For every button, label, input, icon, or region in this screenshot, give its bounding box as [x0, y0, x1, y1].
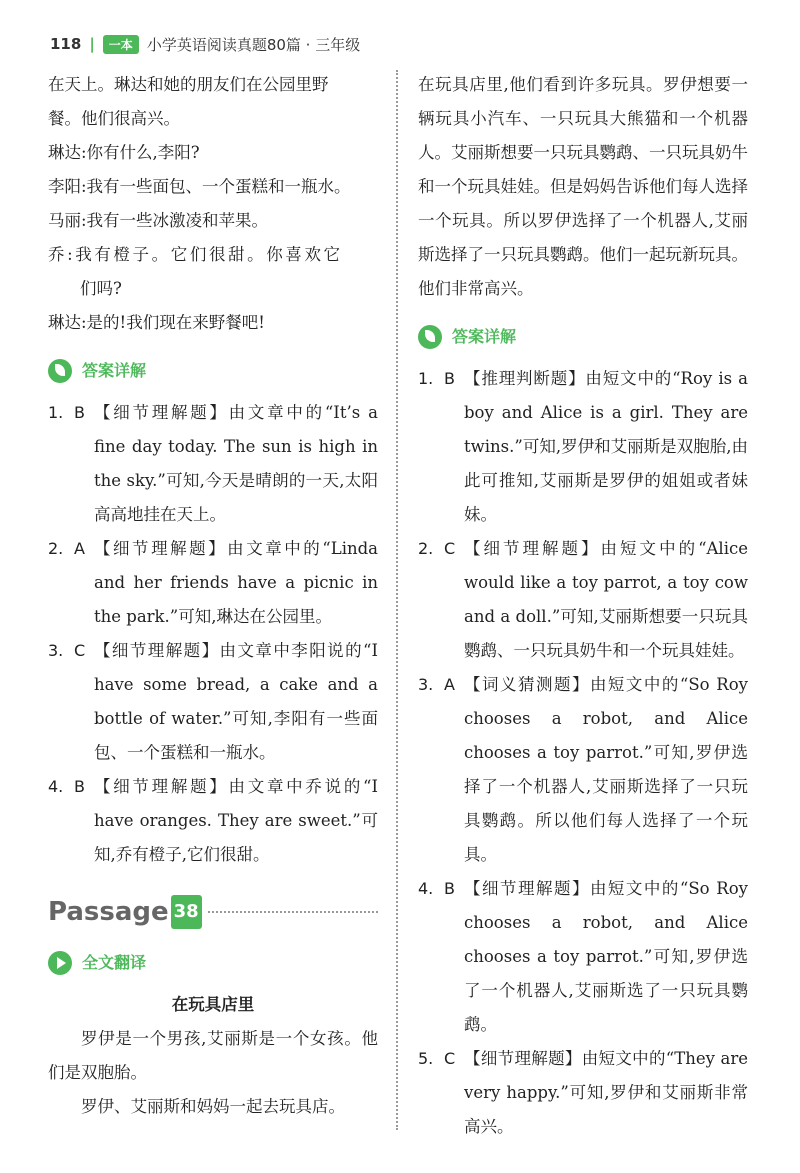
- passage-dotted-rule: [208, 911, 378, 913]
- answer-heading-label: 答案详解: [82, 361, 147, 380]
- answer-letter: C: [74, 641, 86, 660]
- answer-item: [418, 872, 748, 1042]
- left-column: [48, 68, 378, 1124]
- leaf-icon: [48, 359, 72, 383]
- answer-text: 【细节理解题】由文章中乔说的“I have oranges. They are sweet.”可知,乔有橙子,它们很甜。: [94, 777, 378, 864]
- answer-text: 【细节理解题】由文章中的“Linda and her friends have a picnic in the park.”可知,琳达在公园里。: [94, 539, 378, 626]
- right-column: [418, 68, 748, 1144]
- answer-letter: B: [444, 879, 455, 898]
- text-line: 在天上。琳达和她的朋友们在公园里野: [48, 75, 329, 94]
- passage-number: 38: [171, 895, 202, 929]
- answer-item: [418, 668, 748, 872]
- answer-heading: [418, 320, 748, 354]
- answer-text: 【细节理解题】由短文中的“Alice would like a toy parrot, a toy cow and a doll.”可知,艾丽斯想要一只玩具鹦鹉、一只玩具奶牛和一个玩具娃娃。: [464, 539, 748, 660]
- translation-heading-label: 全文翻译: [82, 953, 147, 972]
- answer-text: 【细节理解题】由短文中的“They are very happy.”可知,罗伊和艾丽斯非常高兴。: [464, 1049, 748, 1136]
- answer-letter: B: [444, 369, 455, 388]
- dialogue-line: 李阳:我有一些面包、一个蛋糕和一瓶水。: [48, 177, 351, 196]
- answer-number: 1.: [418, 369, 434, 388]
- answer-item: [48, 396, 378, 532]
- story-paragraph: 罗伊、艾丽斯和妈妈一起去玩具店。: [81, 1097, 345, 1116]
- answer-letter: A: [74, 539, 85, 558]
- answer-heading: [48, 354, 378, 388]
- answer-heading-label: 答案详解: [452, 327, 517, 346]
- answer-number: 2.: [48, 539, 64, 558]
- header-separator: |: [89, 35, 95, 53]
- answer-item: [418, 532, 748, 668]
- answer-letter: C: [444, 539, 456, 558]
- dialogue-line: 琳达:你有什么,李阳?: [48, 143, 200, 162]
- story-continuation: 在玩具店里,他们看到许多玩具。罗伊想要一辆玩具小汽车、一只玩具大熊猫和一个机器人。艾丽斯想要一只玩具鹦鹉、一只玩具奶牛和一个玩具娃娃。但是妈妈告诉他们每人选择一个玩具。所以罗伊选择了一个机器人,艾丽斯选择了一只玩具鹦鹉。他们一起玩新玩具。他们非常高兴。: [418, 75, 748, 298]
- answer-text: 【细节理解题】由短文中的“So Roy chooses a robot, and Alice chooses a toy parrot.”可知,罗伊选了一个机器人,艾丽斯选了一只玩具鹦鹉。: [464, 879, 748, 1034]
- leaf-icon: [418, 325, 442, 349]
- answer-number: 4.: [418, 879, 434, 898]
- answer-number: 1.: [48, 403, 64, 422]
- dialogue-line: 琳达:是的!我们现在来野餐吧!: [48, 313, 265, 332]
- answer-text: 【推理判断题】由短文中的“Roy is a boy and Alice is a girl. They are twins.”可知,罗伊和艾丽斯是双胞胎,由此可推知,艾丽斯是罗伊的姐姐或者妹妹。: [464, 369, 748, 524]
- book-title: 小学英语阅读真题80篇 · 三年级: [146, 35, 361, 54]
- passage-label: Passage: [48, 897, 169, 927]
- answer-letter: A: [444, 675, 455, 694]
- brand-logo: 一本: [103, 35, 139, 54]
- answer-text: 【细节理解题】由文章中的“It’s a fine day today. The sun is high in the sky.”可知,今天是晴朗的一天,太阳高高地挂在天上。: [94, 403, 378, 524]
- answer-number: 3.: [418, 675, 434, 694]
- answer-text: 【细节理解题】由文章中李阳说的“I have some bread, a cake and a bottle of water.”可知,李阳有一些面包、一个蛋糕和一瓶水。: [94, 641, 378, 762]
- answer-item: [418, 1042, 748, 1144]
- play-icon: [48, 951, 72, 975]
- answer-item: [48, 770, 378, 872]
- answer-text: 【词义猜测题】由短文中的“So Roy chooses a robot, and Alice chooses a toy parrot.”可知,罗伊选择了一个机器人,艾丽斯选择了一只玩具鹦鹉。所以他们每人选择了一个玩具。: [464, 675, 748, 864]
- dialogue-line: 们吗?: [80, 279, 122, 298]
- answer-item: [48, 634, 378, 770]
- column-divider: [396, 70, 398, 1130]
- dialogue-line: 乔:我有橙子。它们很甜。你喜欢它: [48, 245, 343, 264]
- answer-letter: B: [74, 403, 85, 422]
- answer-item: [418, 362, 748, 532]
- story-title: 在玩具店里: [171, 995, 255, 1014]
- answer-number: 2.: [418, 539, 434, 558]
- translation-heading: [48, 946, 378, 980]
- page-header: [50, 32, 360, 56]
- text-line: 餐。他们很高兴。: [48, 109, 180, 128]
- answer-letter: C: [444, 1049, 456, 1068]
- answer-number: 3.: [48, 641, 64, 660]
- answer-item: [48, 532, 378, 634]
- answer-number: 4.: [48, 777, 64, 796]
- answer-letter: B: [74, 777, 85, 796]
- story-paragraph: 罗伊是一个男孩,艾丽斯是一个女孩。他们是双胞胎。: [48, 1029, 378, 1082]
- page-number: 118: [50, 35, 82, 53]
- passage-title: [48, 892, 378, 932]
- dialogue-line: 马丽:我有一些冰激凌和苹果。: [48, 211, 269, 230]
- answer-number: 5.: [418, 1049, 434, 1068]
